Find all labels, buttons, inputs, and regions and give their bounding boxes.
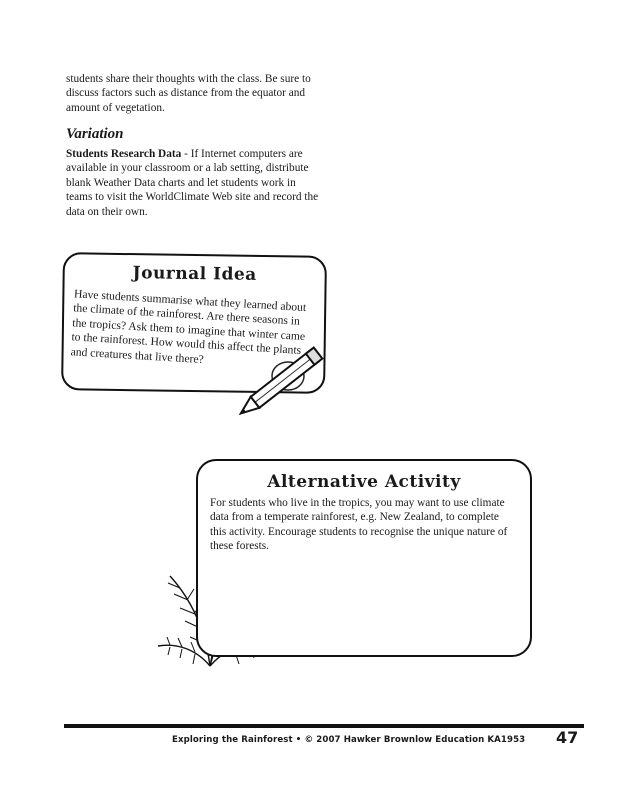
variation-lead: Students Research Data [66, 148, 182, 160]
journal-idea-text: Have students summarise what they learned about the climate of the rainforest. Are there seasons in the tropics? Ask them to imagine that winter came to the rainforest. How would this affect the plants and creatures that live there? [70, 287, 307, 366]
page-number: 47 [556, 728, 579, 747]
alternative-activity-box [196, 459, 532, 657]
variation-paragraph [66, 147, 324, 219]
alternative-activity-title: Alternative Activity [267, 472, 461, 492]
footer-rule [64, 724, 584, 728]
journal-idea-title: Journal Idea [132, 263, 257, 285]
intro-paragraph: students share their thoughts with the class. Be sure to discuss factors such as distance from the equator and amount of vegetation. [66, 73, 311, 114]
alternative-activity-text: For students who live in the tropics, you may want to use climate data from a temperate rainforest, e.g. New Zealand, to complete this activity. Encourage students to recognise the unique nature of these forests. [210, 497, 508, 553]
variation-body: - If Internet computers are available in your classroom or a lab setting, distribute blank Weather Data charts and let students work in teams to visit the WorldClimate Web site and record the data on their own. [66, 148, 319, 218]
variation-heading: Variation [66, 126, 124, 142]
pencil-icon [226, 346, 336, 418]
footer-credit: Exploring the Rainforest • © 2007 Hawker Brownlow Education KA1953 [172, 735, 526, 745]
